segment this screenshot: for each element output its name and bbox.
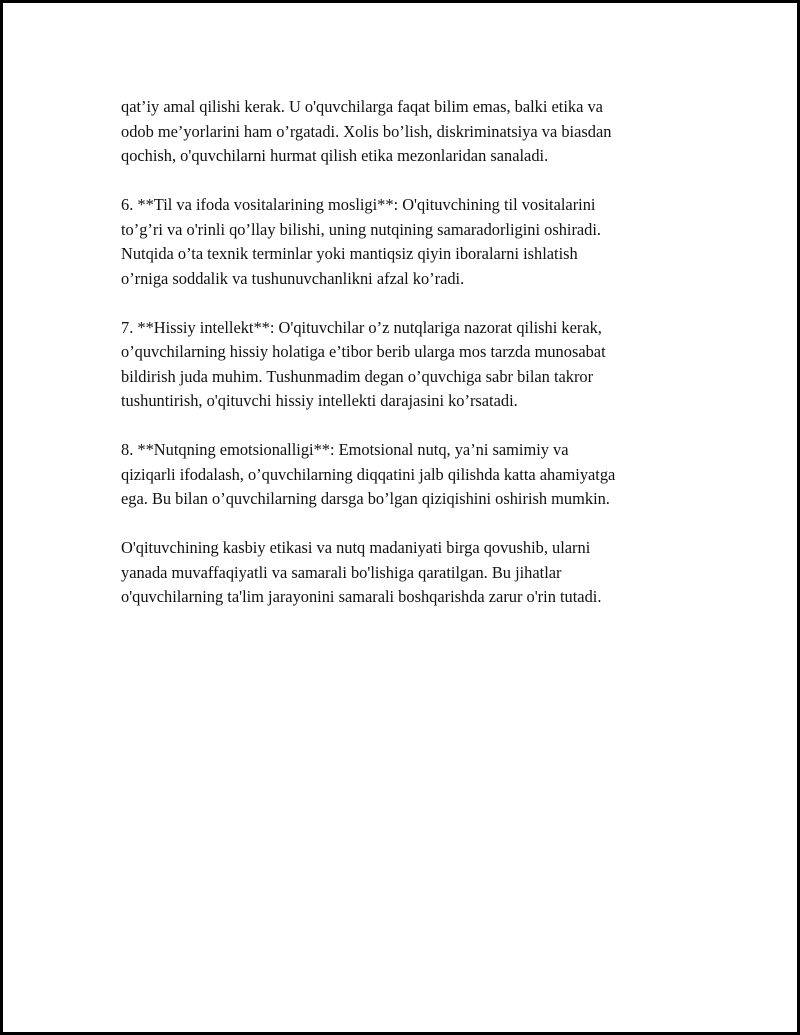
text-line: 7. **Hissiy intellekt**: O'qituvchilar o’z nutqlariga nazorat qilishi kerak, — [121, 317, 602, 337]
document-body — [121, 95, 691, 634]
text-line: Nutqida o’ta texnik terminlar yoki mantiqsiz qiyin iboralarni ishlatish — [121, 244, 578, 263]
text-line: o'quvchilarning ta'lim jarayonini samarali boshqarishda zarur o'rin tutadi. — [121, 587, 602, 606]
text-line: ega. Bu bilan o’quvchilarning darsga bo’lgan qiziqishini oshirish mumkin. — [121, 489, 610, 508]
text-line: bildirish juda muhim. Tushunmadim degan o’quvchiga sabr bilan takror — [121, 366, 594, 386]
paragraph-item-8 — [121, 438, 691, 512]
text-line: qochish, o'quvchilarni hurmat qilish etika mezonlaridan sanaladi. — [121, 146, 549, 165]
paragraph-item-7 — [121, 316, 691, 414]
text-line: tushuntirish, o'qituvchi hissiy intellekti darajasini ko’rsatadi. — [121, 391, 518, 410]
text-line: to’g’ri va o'rinli qo’llay bilishi, uning nutqining samaradorligini oshiradi. — [121, 219, 602, 239]
text-line: O'qituvchining kasbiy etikasi va nutq madaniyati birga qovushib, ularni — [121, 538, 591, 557]
text-line: qiziqarli ifodalash, o’quvchilarning diqqatini jalb qilishda katta ahamiyatga — [121, 464, 616, 484]
paragraph-item-6 — [121, 193, 691, 291]
text-line: odob me’yorlarini ham o’rgatadi. Xolis bo’lish, diskriminatsiya va biasdan — [121, 121, 612, 141]
text-line: qat’iy amal qilishi kerak. U o'quvchilarga faqat bilim emas, balki etika va — [121, 97, 603, 116]
text-line: o’quvchilarning hissiy holatiga e’tibor berib ularga mos tarzda munosabat — [121, 342, 606, 361]
text-line: yanada muvaffaqiyatli va samarali bo'lishiga qaratilgan. Bu jihatlar — [121, 562, 562, 582]
text-line: 6. **Til va ifoda vositalarining mosligi**: O'qituvchining til vositalarini — [121, 195, 596, 214]
text-line: o’rniga soddalik va tushunuvchanlikni afzal ko’radi. — [121, 268, 465, 288]
text-line: 8. **Nutqning emotsionalligi**: Emotsional nutq, ya’ni samimiy va — [121, 440, 569, 459]
paragraph-conclusion — [121, 536, 691, 610]
paragraph-ethics-continuation — [121, 95, 691, 169]
